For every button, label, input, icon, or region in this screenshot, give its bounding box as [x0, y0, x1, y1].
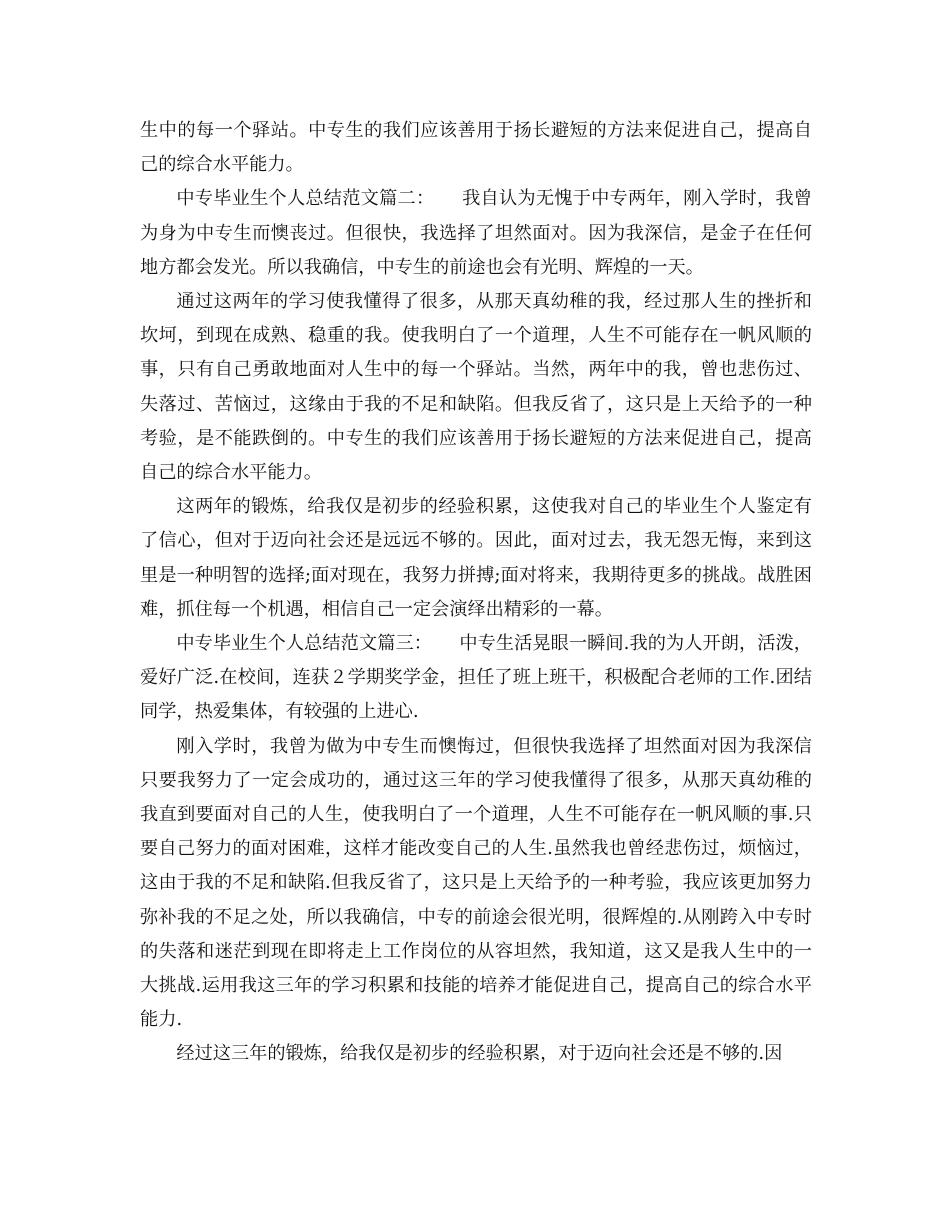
paragraph-5: 中专毕业生个人总结范文篇三： 中专生活晃眼一瞬间.我的为人开朗，活泼，爱好广泛.在校间，连获２学期奖学金，担任了班上班干，积极配合老师的工作.团结同学，热爱集体，有较强的上进心. [140, 633, 812, 723]
paragraph-7: 经过这三年的锻炼，给我仅是初步的经验积累，对于迈向社会还是不够的.因 [176, 1043, 783, 1065]
paragraph-3: 通过这两年的学习使我懂得了很多，从那天真幼稚的我，经过那人生的挫折和坎坷，到现在成熟、稳重的我。使我明白了一个道理，人生不可能存在一帆风顺的事，只有自己勇敢地面对人生中的每一个驿站。当然，两年中的我，曾也悲伤过、失落过、苦恼过，这缘由于我的不足和缺陷。但我反省了，这只是上天给予的一种考验，是不能跌倒的。中专生的我们应该善用于扬长避短的方法来促进自己，提高自己的综合水平能力。 [140, 291, 812, 484]
paragraph-1: 生中的每一个驿站。中专生的我们应该善用于扬长避短的方法来促进自己，提高自己的综合水平能力。 [140, 120, 812, 176]
paragraph-4: 这两年的锻炼，给我仅是初步的经验积累，这使我对自己的毕业生个人鉴定有了信心，但对于迈向社会还是远远不够的。因此，面对过去，我无怨无悔，来到这里是一种明智的选择;面对现在，我努力拼搏;面对将来，我期待更多的挑战。战胜困难，抓住每一个机遇，相信自己一定会演绎出精彩的一幕。 [140, 496, 812, 620]
paragraph-2: 中专毕业生个人总结范文篇二： 我自认为无愧于中专两年，刚入学时，我曾为身为中专生而懊丧过。但很快，我选择了坦然面对。因为我深信，是金子在任何地方都会发光。所以我确信，中专生的前途也会有光明、辉煌的一天。 [140, 188, 812, 278]
document-body [140, 114, 812, 1072]
paragraph-6: 刚入学时，我曾为做为中专生而懊悔过，但很快我选择了坦然面对因为我深信只要我努力了一定会成功的，通过这三年的学习使我懂得了很多，从那天真幼稚的我直到要面对自己的人生，使我明白了一个道理，人生不可能存在一帆风顺的事.只要自己努力的面对困难，这样才能改变自己的人生.虽然我也曾经悲伤过，烦恼过，这由于我的不足和缺陷.但我反省了，这只是上天给予的一种考验，我应该更加努力弥补我的不足之处，所以我确信，中专的前途会很光明，很辉煌的.从刚跨入中专时的失落和迷茫到现在即将走上工作岗位的从容坦然，我知道，这又是我人生中的一大挑战.运用我这三年的学习积累和技能的培养才能促进自己，提高自己的综合水平能力. [140, 735, 812, 1031]
